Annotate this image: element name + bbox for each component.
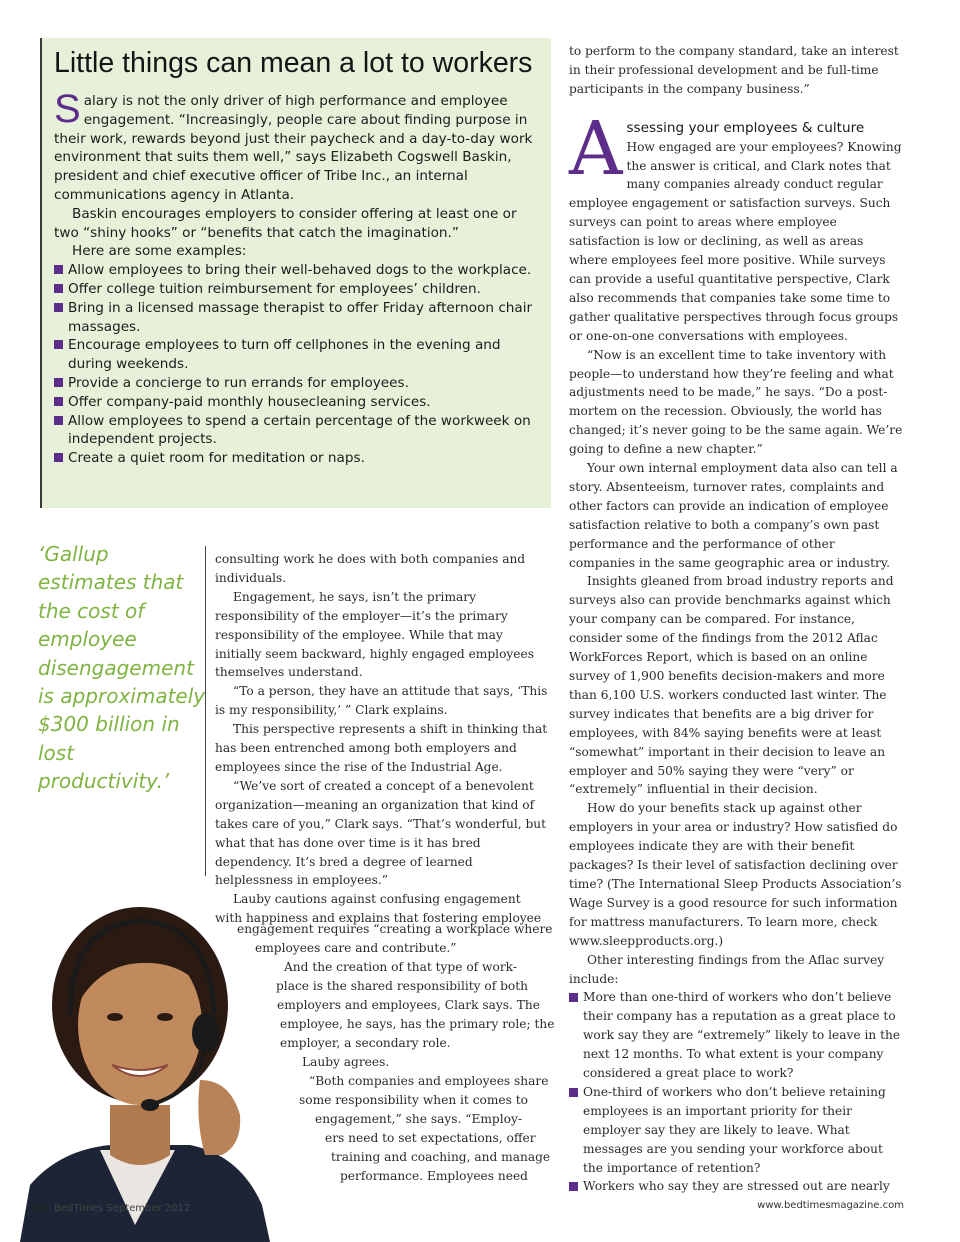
bullet-square-icon — [54, 416, 63, 425]
bullet-square-icon — [569, 1088, 578, 1097]
bullet-square-icon — [569, 993, 578, 1002]
text-line: employer, a secondary role. — [280, 1036, 451, 1051]
list-item: More than one-third of workers who don’t believe their company has a reputation as a great place to work say they are “extremely” likely to leave in the next 12 months. To what extent is your company considered a great place to work? — [569, 988, 903, 1083]
list-item: Bring in a licensed massage therapist to offer Friday afternoon chair massages. — [54, 299, 537, 337]
body-paragraph: Other interesting findings from the Aflac survey include: — [569, 952, 885, 986]
bullet-square-icon — [54, 397, 63, 406]
body-paragraph: to perform to the company standard, take an interest in their professional development and be full-time participants in the company business.” — [569, 44, 899, 96]
text-line: “Both companies and employees share — [309, 1074, 549, 1089]
bullet-square-icon — [54, 284, 63, 293]
article-column-2 — [215, 550, 550, 928]
text-line: And the creation of that type of work- — [284, 960, 517, 975]
section-heading: ssessing your employees & culture — [626, 119, 865, 136]
sidebar-dropcap: S — [54, 87, 81, 131]
text-line: performance. Employees need — [340, 1169, 528, 1184]
website-url[interactable]: www.bedtimesmagazine.com — [757, 1200, 904, 1211]
text-line: employers and employees, Clark says. The — [277, 998, 540, 1013]
body-paragraph: “To a person, they have an attitude that says, ‘This is my responsibility,’ ” Clark explains. — [215, 684, 548, 718]
body-paragraph: “Now is an excellent time to take inventory with people—to understand how they’re feeling and what adjustments need to be made,” he says. “Do a post-mortem on the recession. Obviously, the world has changed; it’s never going to be the same again. We’re going to define a new chapter.” — [569, 347, 903, 457]
bullet-square-icon — [54, 340, 63, 349]
list-item: Allow employees to spend a certain percentage of the workweek on independent projects. — [54, 412, 537, 450]
list-item: One-third of workers who don’t believe retaining employees is an important priority for their employer say they are likely to leave. What messages are you sending your workforce about the importance of retention? — [569, 1083, 903, 1178]
bullet-square-icon — [54, 378, 63, 387]
bullet-square-icon — [569, 1182, 578, 1191]
woman-headset-photo — [0, 905, 280, 1242]
list-item: Create a quiet room for meditation or naps. — [54, 449, 537, 468]
text-line: ers need to set expectations, offer — [325, 1131, 536, 1146]
body-paragraph: Engagement, he says, isn’t the primary responsibility of the employer—it’s the primary responsibility of the employee. While that may initially seem backward, highly engaged employees themselves understand. — [215, 589, 534, 680]
text-line: place is the shared responsibility of both — [276, 979, 529, 994]
article-column-3 — [569, 42, 903, 1196]
body-paragraph: This perspective represents a shift in thinking that has been entrenched among both employers and employees since the rise of the Industrial Age. — [215, 722, 548, 774]
bullet-square-icon — [54, 265, 63, 274]
magazine-name: BedTimes — [54, 1203, 104, 1214]
text-line: employees care and contribute.” — [255, 941, 457, 956]
sidebar-intro: Salary is not the only driver of high performance and employee engagement. “Increasingly, people care about finding purpose in their work, rewards beyond just their paycheck and a day-to-day work environment that suits them well,” says Elizabeth Cogswell Baskin, president and chief executive officer of Tribe Inc., an internal communications agency in Atlanta. — [54, 87, 533, 203]
text-line: Lauby agrees. — [302, 1055, 390, 1070]
bullet-square-icon — [54, 303, 63, 312]
sidebar-title: Little things can mean a lot to workers — [54, 47, 533, 79]
text-line: engagement requires “creating a workplace where — [237, 922, 553, 937]
body-paragraph: Insights gleaned from broad industry reports and surveys also can provide benchmarks against which your company can be compared. For instance, consider some of the findings from the 2012 Aflac WorkForces Report, which is based on an online survey of 1,900 benefits decision-makers and more than 6,100 U.S. workers conducted last winter. The survey indicates that benefits are a big driver for employees, with 84% saying benefits were at least “somewhat” important in their decision to leave an employer and 50% saying they were “very” or “extremely” influential in their decision. — [569, 574, 894, 797]
text-line: engagement,” she says. “Employ- — [315, 1112, 522, 1127]
body-paragraph: Your own internal employment data also can tell a story. Absenteeism, turnover rates, complaints and other factors can provide an indication of employee satisfaction relative to both a company’s own past performance and the performance of other companies in the same geographic area or industry. — [569, 461, 898, 570]
page-footer-left — [33, 1203, 190, 1214]
list-item: Offer college tuition reimbursement for employees’ children. — [54, 280, 537, 299]
body-paragraph: consulting work he does with both companies and individuals. — [215, 552, 526, 585]
text-line: training and coaching, and manage — [331, 1150, 551, 1165]
list-item: Allow employees to bring their well-behaved dogs to the workplace. — [54, 261, 537, 280]
text-line: some responsibility when it comes to — [299, 1093, 529, 1108]
list-item: Encourage employees to turn off cellphones in the evening and during weekends. — [54, 336, 537, 374]
body-paragraph: How engaged are your employees? Knowing the answer is critical, and Clark notes that many companies already conduct regular employee engagement or satisfaction surveys. Such surveys can point to areas where employee satisfaction is low or declining, as well as areas where employees feel more positive. While surveys can provide a useful quantitative perspective, Clark also recommends that companies take some time to gather qualitative perspectives through focus groups or one-on-one conversations with employees. — [569, 139, 902, 343]
page-number: 38 — [33, 1203, 47, 1214]
body-paragraph: How do your benefits stack up against other employers in your area or industry? How satisfied do employees indicate they are with their benefit packages? Is their level of satisfaction declining over time? (The International Sleep Products Association’s Wage Survey is a good resource for such information for mattress manufacturers. To learn more, check www.sleepproducts.org.) — [569, 801, 902, 948]
sidebar-paragraph: Here are some examples: — [72, 243, 247, 260]
bullet-square-icon — [54, 453, 63, 462]
list-item: Workers who say they are stressed out are nearly — [569, 1177, 903, 1196]
findings-list — [569, 988, 903, 1196]
issue-date: September 2012 — [106, 1203, 191, 1214]
sidebar-box — [40, 38, 551, 508]
section-dropcap: A — [569, 105, 623, 192]
sidebar-list — [54, 261, 537, 468]
list-item: Offer company-paid monthly housecleaning services. — [54, 393, 537, 412]
column-divider — [205, 546, 206, 876]
text-line: employee, he says, has the primary role; the — [280, 1017, 555, 1032]
sidebar-paragraph: Baskin encourages employers to consider offering at least one or two “shiny hooks” or “benefits that catch the imagination.” — [54, 205, 517, 241]
list-item: Provide a concierge to run errands for employees. — [54, 374, 537, 393]
pull-quote: ‘Gallup estimates that the cost of employee disengagement is approximately $300 billion in lost productivity.’ — [38, 542, 206, 794]
body-paragraph: Lauby cautions against confusing engagement with happiness and explains that fostering employee — [215, 892, 542, 926]
body-paragraph: “We’ve sort of created a concept of a benevolent organization—meaning an organization that kind of takes care of you,” Clark says. “That’s wonderful, but what that has done over time is it has bred dependency. It’s bred a degree of learned helplessness in employees.” — [215, 778, 547, 888]
